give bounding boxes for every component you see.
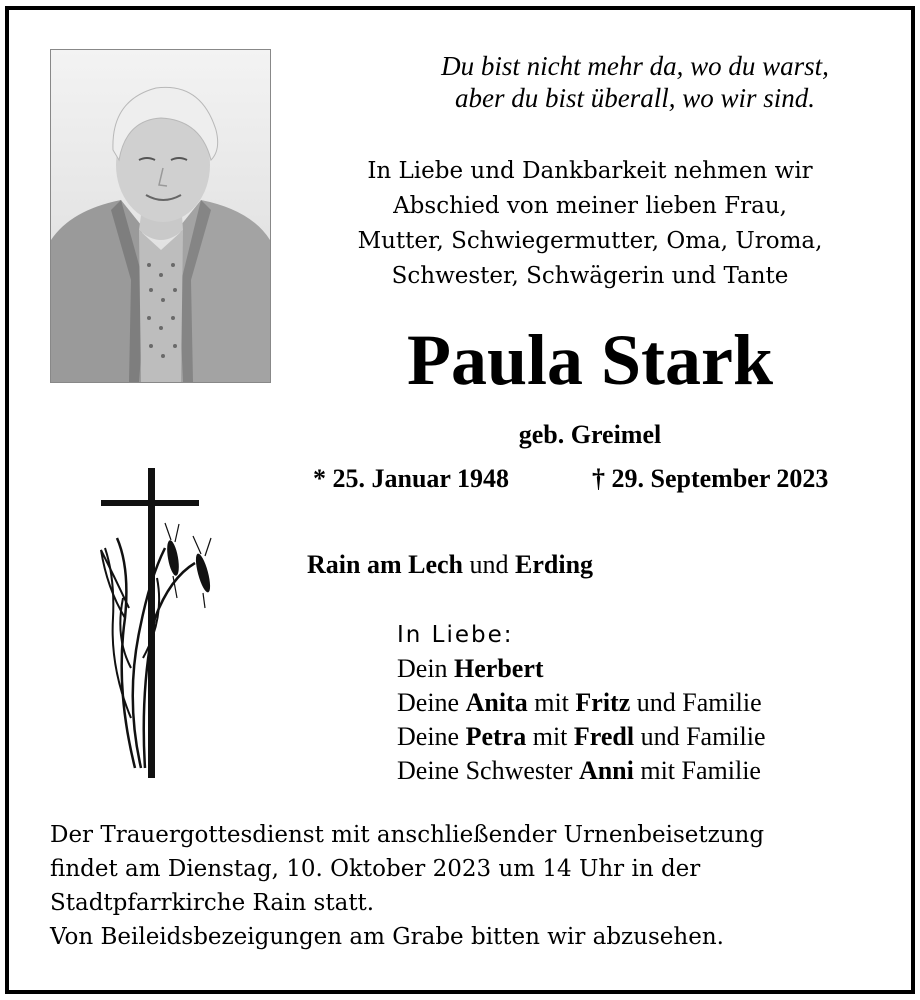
family-name: Petra xyxy=(465,722,527,751)
intro-line: Schwester, Schwägerin und Tante xyxy=(391,263,789,289)
intro-line: Mutter, Schwiegermutter, Oma, Uroma, xyxy=(357,228,823,254)
place-name: Rain am Lech xyxy=(307,550,463,579)
portrait-photo xyxy=(50,49,271,383)
family-suffix: und Familie xyxy=(636,688,762,717)
service-line: Der Trauergottesdienst mit anschließender Urnenbeisetzung xyxy=(50,822,765,848)
family-mid: mit xyxy=(534,688,569,717)
poem-line: Du bist nicht mehr da, wo du warst, xyxy=(441,51,829,81)
place-connector: und xyxy=(469,550,509,579)
residence-line xyxy=(307,548,593,582)
family-prefix: Dein xyxy=(397,654,448,683)
family-row xyxy=(397,720,766,754)
service-line: Von Beileidsbezeigungen am Grabe bitten wir abzusehen. xyxy=(50,924,724,950)
intro-line: In Liebe und Dankbarkeit nehmen wir xyxy=(367,158,813,184)
family-mid: mit xyxy=(532,722,568,751)
deceased-name: Paula Stark xyxy=(406,320,774,400)
family-name: Fredl xyxy=(573,722,635,751)
death-date: † 29. September 2023 xyxy=(592,464,829,493)
poem-line: aber du bist überall, wo wir sind. xyxy=(454,83,816,113)
service-announcement xyxy=(50,818,890,954)
family-row xyxy=(397,652,766,686)
poem-quote xyxy=(400,50,870,114)
family-name: Anni xyxy=(578,756,634,785)
family-prefix: Deine xyxy=(397,688,460,717)
family-name: Herbert xyxy=(454,654,544,683)
family-name: Anita xyxy=(465,688,528,717)
intro-line: Abschied von meiner lieben Frau, xyxy=(393,193,787,219)
family-list xyxy=(397,618,766,788)
place-name: Erding xyxy=(515,550,594,579)
family-name: Fritz xyxy=(575,688,631,717)
family-row xyxy=(397,754,766,788)
birth-date: * 25. Januar 1948 xyxy=(313,464,509,493)
family-heading: In Liebe: xyxy=(397,622,514,648)
service-line: Stadtpfarrkirche Rain statt. xyxy=(50,890,375,916)
birth-name: geb. Greimel xyxy=(518,420,662,449)
family-row xyxy=(397,686,766,720)
service-line: findet am Dienstag, 10. Oktober 2023 um 14 Uhr in der xyxy=(50,856,701,882)
portrait-illustration xyxy=(51,50,270,382)
cross-with-wheat-icon xyxy=(95,468,220,778)
family-prefix: Deine Schwester xyxy=(397,756,573,785)
family-mid: mit Familie xyxy=(640,756,761,785)
family-suffix: und Familie xyxy=(640,722,766,751)
intro-text xyxy=(300,154,880,294)
family-prefix: Deine xyxy=(397,722,460,751)
